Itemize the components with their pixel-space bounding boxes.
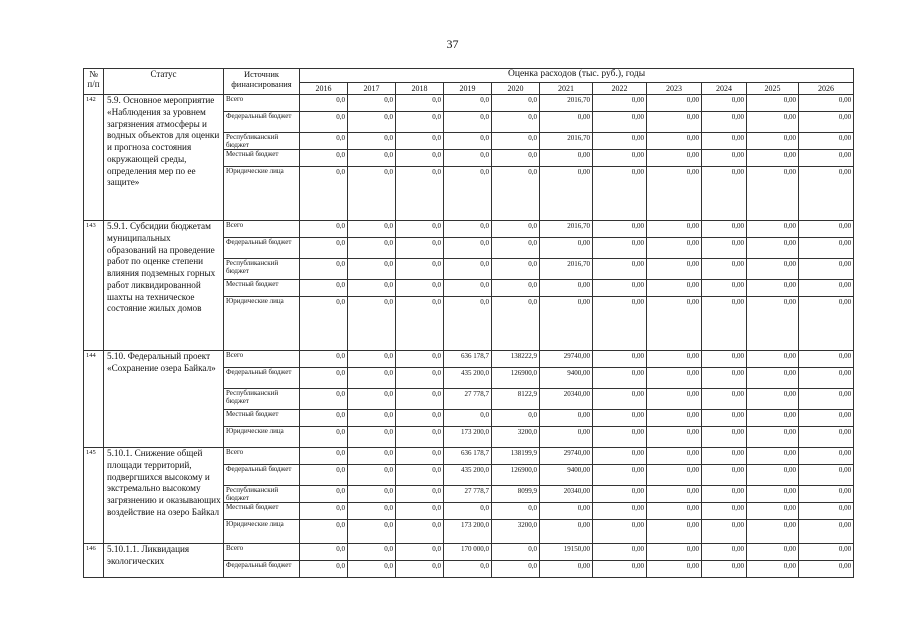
value-cell: 0,00: [702, 448, 747, 465]
value-cell: 0,0: [300, 150, 348, 167]
source-cell: Всего: [224, 351, 300, 368]
value-cell: 0,0: [396, 448, 444, 465]
table-row: [84, 221, 854, 238]
value-cell: 0,00: [747, 280, 799, 297]
value-cell: 0,0: [300, 238, 348, 259]
value-cell: 0,00: [799, 259, 854, 280]
value-cell: 0,0: [492, 221, 540, 238]
value-cell: 0,00: [747, 133, 799, 150]
value-cell: 0,00: [702, 95, 747, 112]
value-cell: 0,0: [348, 520, 396, 544]
value-cell: 0,00: [647, 368, 702, 389]
value-cell: 0,0: [444, 133, 492, 150]
value-cell: 0,0: [300, 503, 348, 520]
value-cell: 0,00: [702, 259, 747, 280]
value-cell: 0,00: [540, 238, 593, 259]
value-cell: 0,00: [799, 448, 854, 465]
value-cell: 0,0: [492, 95, 540, 112]
value-cell: 3200,0: [492, 427, 540, 448]
value-cell: 0,0: [492, 238, 540, 259]
value-cell: 0,00: [647, 544, 702, 561]
value-cell: 0,00: [593, 238, 647, 259]
status-cell: 5.10.1. Снижение общей площади территорий, подвергшихся высокому и экстремально высокому загрязнению и оказывающих воздействие на озеро Байкал: [104, 448, 224, 544]
value-cell: 0,0: [492, 410, 540, 427]
value-cell: 0,0: [444, 561, 492, 578]
value-cell: 0,0: [300, 112, 348, 133]
value-cell: 19150,00: [540, 544, 593, 561]
value-cell: 0,0: [300, 544, 348, 561]
source-cell: Всего: [224, 221, 300, 238]
value-cell: 0,0: [492, 112, 540, 133]
source-cell: Федеральный бюджет: [224, 368, 300, 389]
value-cell: 0,0: [492, 259, 540, 280]
value-cell: 0,00: [747, 259, 799, 280]
value-cell: 20340,00: [540, 389, 593, 410]
value-cell: 0,00: [540, 561, 593, 578]
value-cell: 0,00: [647, 133, 702, 150]
value-cell: 0,0: [396, 410, 444, 427]
value-cell: 0,00: [702, 465, 747, 486]
value-cell: 0,0: [348, 448, 396, 465]
value-cell: 0,00: [647, 410, 702, 427]
value-cell: 0,0: [492, 150, 540, 167]
value-cell: 636 178,7: [444, 448, 492, 465]
header-year: 2019: [444, 83, 492, 95]
value-cell: 0,0: [396, 167, 444, 221]
value-cell: 0,00: [593, 427, 647, 448]
value-cell: 0,00: [702, 389, 747, 410]
value-cell: 0,00: [702, 410, 747, 427]
value-cell: 435 200,0: [444, 465, 492, 486]
value-cell: 0,00: [593, 368, 647, 389]
value-cell: 0,0: [396, 465, 444, 486]
value-cell: 0,0: [348, 368, 396, 389]
value-cell: 0,0: [492, 280, 540, 297]
value-cell: 0,00: [593, 544, 647, 561]
value-cell: 0,00: [747, 503, 799, 520]
value-cell: 3200,0: [492, 520, 540, 544]
value-cell: 0,00: [540, 410, 593, 427]
value-cell: 0,00: [702, 133, 747, 150]
value-cell: 0,0: [444, 410, 492, 427]
value-cell: 0,00: [702, 544, 747, 561]
value-cell: 0,00: [540, 503, 593, 520]
value-cell: 0,0: [444, 150, 492, 167]
value-cell: 0,00: [647, 427, 702, 448]
value-cell: 0,0: [348, 167, 396, 221]
source-cell: Местный бюджет: [224, 150, 300, 167]
value-cell: 0,0: [300, 410, 348, 427]
value-cell: 0,0: [396, 486, 444, 503]
value-cell: 0,00: [799, 389, 854, 410]
value-cell: 170 000,0: [444, 544, 492, 561]
row-number: 146: [84, 544, 104, 578]
table-row: [84, 95, 854, 112]
value-cell: 0,00: [540, 520, 593, 544]
page-number: 37: [446, 37, 459, 51]
value-cell: 0,00: [799, 368, 854, 389]
source-cell: Федеральный бюджет: [224, 561, 300, 578]
value-cell: 27 778,7: [444, 486, 492, 503]
value-cell: 0,00: [799, 280, 854, 297]
value-cell: 2016,70: [540, 259, 593, 280]
budget-table: [83, 68, 854, 578]
table-row: [84, 351, 854, 368]
value-cell: 0,0: [492, 167, 540, 221]
value-cell: 0,00: [799, 486, 854, 503]
value-cell: 0,00: [747, 238, 799, 259]
value-cell: 0,00: [540, 427, 593, 448]
value-cell: 0,0: [492, 133, 540, 150]
header-year: 2026: [799, 83, 854, 95]
value-cell: 0,00: [702, 486, 747, 503]
value-cell: 0,0: [492, 544, 540, 561]
value-cell: 0,00: [593, 95, 647, 112]
value-cell: 0,0: [348, 465, 396, 486]
value-cell: 0,0: [444, 503, 492, 520]
value-cell: 0,00: [747, 221, 799, 238]
value-cell: 0,0: [492, 503, 540, 520]
source-cell: Юридические лица: [224, 297, 300, 351]
header-year: 2025: [747, 83, 799, 95]
header-num: № п/п: [84, 69, 104, 95]
value-cell: 0,00: [799, 133, 854, 150]
source-cell: Республиканский бюджет: [224, 259, 300, 280]
header-status: Статус: [104, 69, 224, 95]
value-cell: 0,00: [647, 95, 702, 112]
table-row: [84, 448, 854, 465]
value-cell: 29740,00: [540, 448, 593, 465]
value-cell: 0,00: [702, 221, 747, 238]
value-cell: 0,0: [396, 259, 444, 280]
value-cell: 0,00: [747, 389, 799, 410]
value-cell: 0,0: [348, 503, 396, 520]
value-cell: 0,00: [799, 221, 854, 238]
value-cell: 0,0: [348, 95, 396, 112]
value-cell: 0,0: [300, 95, 348, 112]
value-cell: 0,00: [747, 167, 799, 221]
value-cell: 8122,9: [492, 389, 540, 410]
value-cell: 0,00: [702, 297, 747, 351]
value-cell: 0,00: [799, 351, 854, 368]
value-cell: 0,00: [540, 112, 593, 133]
value-cell: 0,00: [747, 297, 799, 351]
value-cell: 0,00: [647, 448, 702, 465]
value-cell: 0,00: [593, 465, 647, 486]
header-year: 2023: [647, 83, 702, 95]
value-cell: 0,0: [348, 238, 396, 259]
value-cell: 2016,70: [540, 95, 593, 112]
value-cell: 0,0: [348, 561, 396, 578]
value-cell: 173 200,0: [444, 520, 492, 544]
value-cell: 0,0: [348, 280, 396, 297]
value-cell: 0,00: [593, 486, 647, 503]
row-number: 142: [84, 95, 104, 221]
value-cell: 0,00: [540, 167, 593, 221]
value-cell: 0,00: [540, 280, 593, 297]
value-cell: 0,00: [799, 150, 854, 167]
value-cell: 126900,0: [492, 465, 540, 486]
value-cell: 9400,00: [540, 368, 593, 389]
value-cell: 0,0: [348, 259, 396, 280]
value-cell: 0,00: [593, 150, 647, 167]
value-cell: 0,0: [396, 112, 444, 133]
value-cell: 0,00: [593, 520, 647, 544]
value-cell: 0,0: [492, 297, 540, 351]
value-cell: 0,00: [647, 561, 702, 578]
value-cell: 0,00: [747, 95, 799, 112]
source-cell: Юридические лица: [224, 520, 300, 544]
value-cell: 0,0: [300, 561, 348, 578]
value-cell: 27 778,7: [444, 389, 492, 410]
value-cell: 0,0: [396, 389, 444, 410]
value-cell: 0,0: [348, 221, 396, 238]
source-cell: Республиканский бюджет: [224, 486, 300, 503]
source-cell: Республиканский бюджет: [224, 133, 300, 150]
value-cell: 0,0: [396, 427, 444, 448]
value-cell: 8099,9: [492, 486, 540, 503]
value-cell: 0,00: [799, 465, 854, 486]
value-cell: 0,0: [444, 259, 492, 280]
value-cell: 0,00: [702, 520, 747, 544]
value-cell: 0,0: [300, 448, 348, 465]
source-cell: Федеральный бюджет: [224, 238, 300, 259]
value-cell: 0,00: [799, 427, 854, 448]
value-cell: 2016,70: [540, 221, 593, 238]
value-cell: 0,00: [702, 351, 747, 368]
value-cell: 0,00: [647, 297, 702, 351]
value-cell: 0,0: [396, 238, 444, 259]
value-cell: 0,00: [702, 427, 747, 448]
value-cell: 0,00: [647, 389, 702, 410]
source-cell: Республиканский бюджет: [224, 389, 300, 410]
value-cell: 0,0: [300, 368, 348, 389]
header-year: 2021: [540, 83, 593, 95]
value-cell: 0,0: [444, 221, 492, 238]
value-cell: 0,00: [747, 150, 799, 167]
source-cell: Всего: [224, 544, 300, 561]
value-cell: 0,00: [647, 465, 702, 486]
value-cell: 0,00: [799, 503, 854, 520]
value-cell: 0,0: [300, 465, 348, 486]
value-cell: 0,00: [747, 112, 799, 133]
value-cell: 0,00: [593, 351, 647, 368]
source-cell: Местный бюджет: [224, 410, 300, 427]
source-cell: Юридические лица: [224, 167, 300, 221]
value-cell: 173 200,0: [444, 427, 492, 448]
status-cell: 5.9.1. Субсидии бюджетам муниципальных образований на проведение работ по оценке степени влияния подземных горных работ ликвидированной шахты на техническое состояние жилых домов: [104, 221, 224, 351]
status-cell: 5.10.1.1. Ликвидация экологических: [104, 544, 224, 578]
value-cell: 0,0: [300, 427, 348, 448]
value-cell: 138199,9: [492, 448, 540, 465]
value-cell: 0,00: [540, 297, 593, 351]
value-cell: 0,0: [300, 297, 348, 351]
value-cell: 0,0: [348, 112, 396, 133]
value-cell: 0,00: [702, 112, 747, 133]
value-cell: 0,00: [747, 465, 799, 486]
value-cell: 0,00: [593, 410, 647, 427]
value-cell: 0,00: [747, 520, 799, 544]
value-cell: 0,00: [747, 410, 799, 427]
value-cell: 2016,70: [540, 133, 593, 150]
value-cell: 0,00: [702, 368, 747, 389]
table-body: [84, 95, 854, 578]
value-cell: 0,0: [444, 238, 492, 259]
value-cell: 0,00: [593, 297, 647, 351]
value-cell: 0,0: [396, 561, 444, 578]
value-cell: 0,00: [799, 410, 854, 427]
value-cell: 0,00: [702, 561, 747, 578]
value-cell: 0,00: [593, 167, 647, 221]
value-cell: 0,0: [396, 221, 444, 238]
value-cell: 0,00: [799, 95, 854, 112]
source-cell: Федеральный бюджет: [224, 112, 300, 133]
value-cell: 0,0: [300, 520, 348, 544]
value-cell: 0,0: [396, 297, 444, 351]
value-cell: 0,00: [799, 520, 854, 544]
value-cell: 0,0: [444, 112, 492, 133]
value-cell: 0,0: [396, 520, 444, 544]
value-cell: 0,0: [396, 368, 444, 389]
value-cell: 0,00: [647, 280, 702, 297]
value-cell: 0,0: [348, 410, 396, 427]
value-cell: 0,0: [348, 133, 396, 150]
value-cell: 0,0: [348, 150, 396, 167]
header-year: 2017: [348, 83, 396, 95]
value-cell: 0,0: [300, 259, 348, 280]
value-cell: 0,0: [348, 389, 396, 410]
value-cell: 0,0: [300, 486, 348, 503]
value-cell: 0,00: [647, 486, 702, 503]
value-cell: 0,00: [702, 150, 747, 167]
value-cell: 0,00: [593, 448, 647, 465]
header-year: 2024: [702, 83, 747, 95]
value-cell: 0,00: [593, 561, 647, 578]
value-cell: 0,0: [300, 167, 348, 221]
source-cell: Всего: [224, 448, 300, 465]
header-source: Источник финансирования: [224, 69, 300, 95]
value-cell: 0,00: [593, 389, 647, 410]
value-cell: 0,0: [396, 280, 444, 297]
value-cell: 0,0: [300, 221, 348, 238]
value-cell: 0,00: [747, 561, 799, 578]
value-cell: 0,0: [300, 280, 348, 297]
value-cell: 9400,00: [540, 465, 593, 486]
value-cell: 0,00: [702, 238, 747, 259]
value-cell: 0,00: [593, 133, 647, 150]
value-cell: 0,00: [647, 167, 702, 221]
value-cell: 0,00: [540, 150, 593, 167]
value-cell: 0,00: [799, 167, 854, 221]
value-cell: 0,0: [396, 95, 444, 112]
value-cell: 0,00: [647, 238, 702, 259]
value-cell: 0,0: [396, 150, 444, 167]
value-cell: 0,00: [593, 221, 647, 238]
value-cell: 0,00: [747, 544, 799, 561]
source-cell: Местный бюджет: [224, 280, 300, 297]
value-cell: 0,00: [702, 167, 747, 221]
value-cell: 636 178,7: [444, 351, 492, 368]
value-cell: 0,00: [799, 297, 854, 351]
value-cell: 0,0: [396, 503, 444, 520]
value-cell: 0,00: [647, 112, 702, 133]
value-cell: 0,0: [348, 427, 396, 448]
source-cell: Местный бюджет: [224, 503, 300, 520]
value-cell: 0,0: [300, 389, 348, 410]
value-cell: 0,00: [799, 112, 854, 133]
value-cell: 0,00: [647, 351, 702, 368]
value-cell: 0,00: [647, 150, 702, 167]
value-cell: 0,00: [647, 221, 702, 238]
value-cell: 0,00: [593, 280, 647, 297]
value-cell: 0,0: [300, 351, 348, 368]
value-cell: 20340,00: [540, 486, 593, 503]
header-year: 2018: [396, 83, 444, 95]
value-cell: 435 200,0: [444, 368, 492, 389]
source-cell: Федеральный бюджет: [224, 465, 300, 486]
value-cell: 0,00: [593, 503, 647, 520]
value-cell: 0,0: [492, 561, 540, 578]
value-cell: 126900,0: [492, 368, 540, 389]
value-cell: 0,00: [799, 561, 854, 578]
header-estimate: Оценка расходов (тыс. руб.), годы: [300, 69, 854, 83]
value-cell: 0,00: [799, 544, 854, 561]
value-cell: 0,0: [444, 167, 492, 221]
value-cell: 0,0: [348, 297, 396, 351]
value-cell: 0,0: [444, 280, 492, 297]
header-year: 2022: [593, 83, 647, 95]
table-header: [84, 69, 854, 95]
value-cell: 29740,00: [540, 351, 593, 368]
row-number: 143: [84, 221, 104, 351]
value-cell: 0,00: [747, 448, 799, 465]
value-cell: 0,00: [747, 486, 799, 503]
value-cell: 0,00: [747, 427, 799, 448]
value-cell: 138222,9: [492, 351, 540, 368]
value-cell: 0,00: [702, 280, 747, 297]
source-cell: Юридические лица: [224, 427, 300, 448]
value-cell: 0,0: [444, 95, 492, 112]
value-cell: 0,00: [647, 503, 702, 520]
value-cell: 0,0: [396, 544, 444, 561]
value-cell: 0,0: [348, 486, 396, 503]
row-number: 145: [84, 448, 104, 544]
value-cell: 0,00: [799, 238, 854, 259]
table-row: [84, 544, 854, 561]
value-cell: 0,0: [300, 133, 348, 150]
status-cell: 5.10. Федеральный проект «Сохранение озера Байкал»: [104, 351, 224, 448]
value-cell: 0,0: [396, 351, 444, 368]
value-cell: 0,00: [647, 259, 702, 280]
value-cell: 0,0: [348, 544, 396, 561]
value-cell: 0,00: [593, 112, 647, 133]
value-cell: 0,0: [444, 297, 492, 351]
value-cell: 0,0: [348, 351, 396, 368]
source-cell: Всего: [224, 95, 300, 112]
value-cell: 0,00: [647, 520, 702, 544]
header-year: 2016: [300, 83, 348, 95]
value-cell: 0,0: [396, 133, 444, 150]
status-cell: 5.9. Основное мероприятие «Наблюдения за уровнем загрязнения атмосферы и водных объектов для оценки и прогноза состояния окружающей среды, определения мер по ее защите»: [104, 95, 224, 221]
header-year: 2020: [492, 83, 540, 95]
value-cell: 0,00: [702, 503, 747, 520]
value-cell: 0,00: [593, 259, 647, 280]
value-cell: 0,00: [747, 351, 799, 368]
value-cell: 0,00: [747, 368, 799, 389]
row-number: 144: [84, 351, 104, 448]
